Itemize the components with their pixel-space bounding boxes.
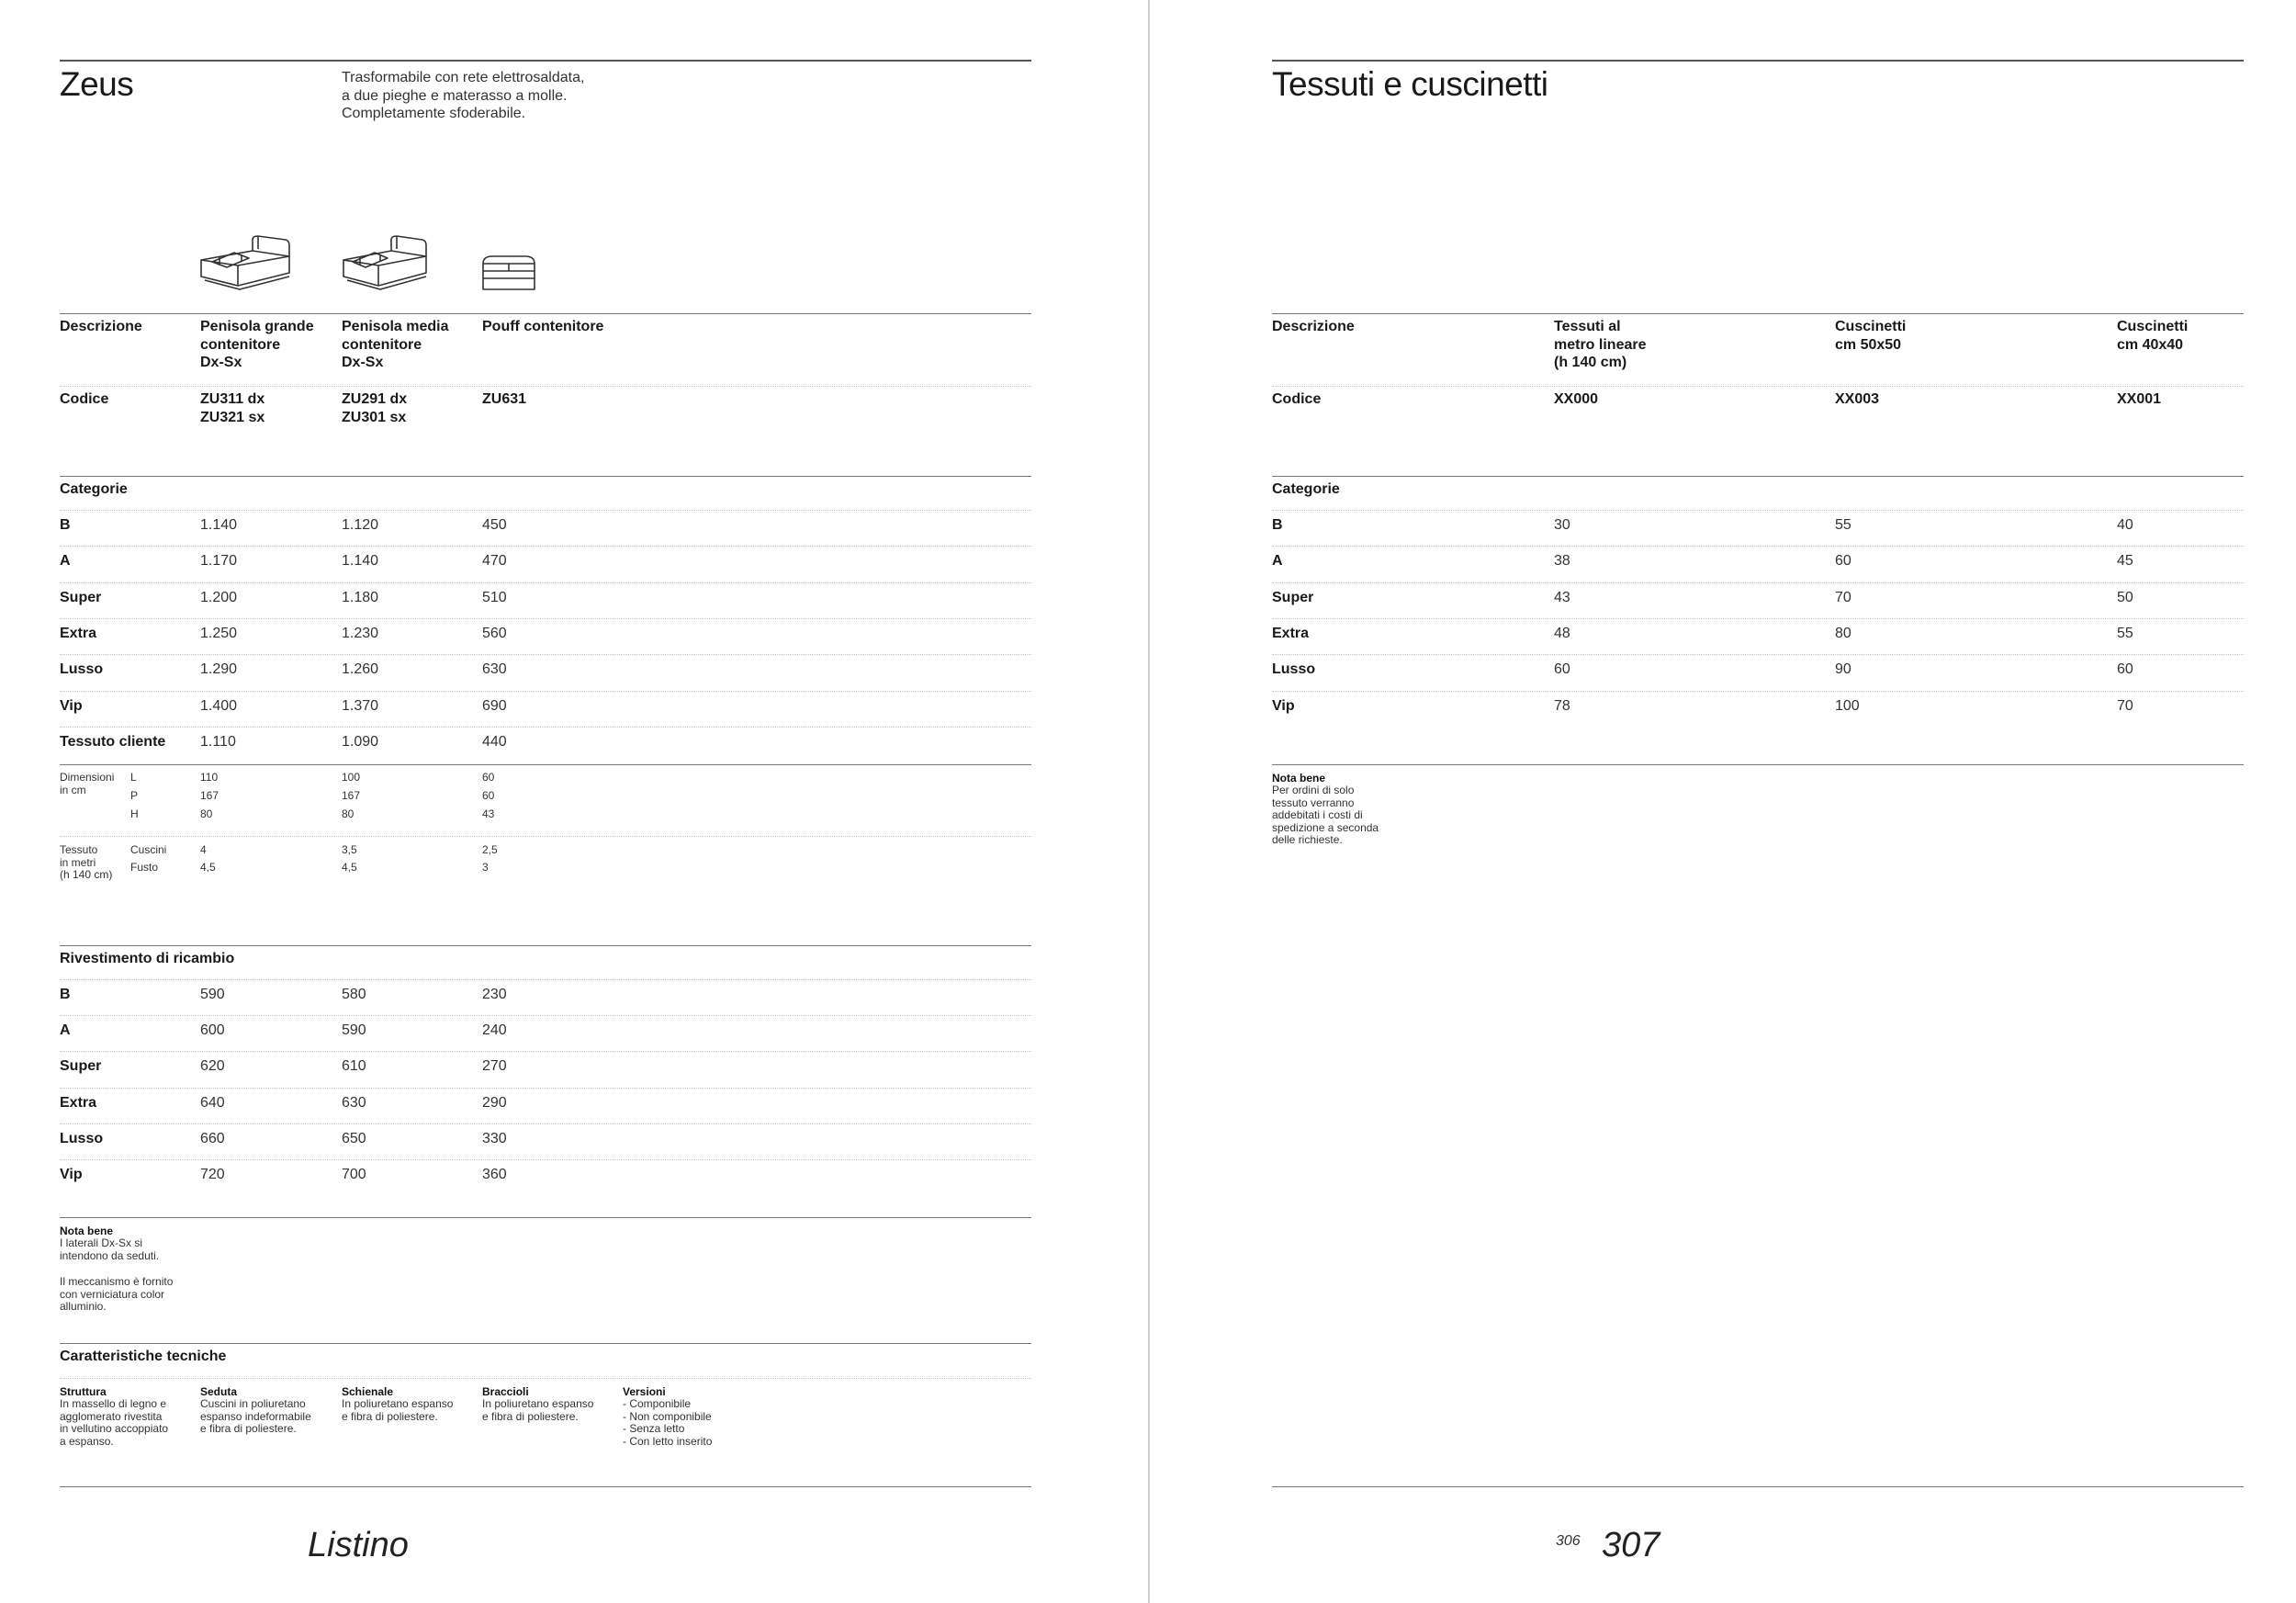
price-value: 1.140 bbox=[200, 517, 238, 533]
dim-value: 80 bbox=[342, 807, 355, 820]
price-value: 510 bbox=[482, 589, 507, 605]
penisola-grande-icon bbox=[197, 234, 294, 299]
row-divider bbox=[1272, 691, 2244, 692]
category-label: Tessuto cliente bbox=[60, 733, 166, 750]
row-divider bbox=[60, 1015, 1031, 1016]
row-divider bbox=[60, 691, 1031, 692]
price-value: 610 bbox=[342, 1058, 366, 1075]
codice-label: Codice bbox=[1272, 391, 1322, 407]
category-label: Vip bbox=[1272, 697, 1295, 714]
price-value: 240 bbox=[482, 1022, 507, 1039]
price-value: 48 bbox=[1554, 625, 1570, 641]
footer-listino: Listino bbox=[308, 1526, 409, 1564]
category-label: A bbox=[60, 1022, 71, 1039]
nota-text: I laterali Dx-Sx si intendono da seduti. bbox=[60, 1236, 160, 1262]
category-label: Extra bbox=[60, 1094, 97, 1111]
row-divider bbox=[60, 618, 1031, 619]
category-label: Lusso bbox=[1272, 661, 1316, 678]
row-divider bbox=[60, 1378, 1031, 1379]
price-value: 330 bbox=[482, 1130, 507, 1146]
row-divider bbox=[60, 727, 1031, 728]
price-value: 1.170 bbox=[200, 553, 238, 570]
price-value: 1.180 bbox=[342, 589, 379, 605]
rivestimento-label: Rivestimento di ricambio bbox=[60, 951, 235, 966]
price-value: 600 bbox=[200, 1022, 225, 1039]
nota-text: Per ordini di solo tessuto verranno addebitati i costi di spedizione a seconda delle richieste. bbox=[1272, 784, 1379, 846]
category-label: Super bbox=[60, 1058, 102, 1075]
price-value: 60 bbox=[2117, 661, 2133, 678]
category-label: Super bbox=[60, 589, 102, 605]
price-value: 360 bbox=[482, 1167, 507, 1182]
category-label: A bbox=[1272, 553, 1283, 570]
caratteristiche-rule bbox=[60, 1343, 1031, 1344]
caratteristica-text: - Componibile - Non componibile - Senza letto - Con letto inserito bbox=[623, 1397, 713, 1448]
price-value: 30 bbox=[1554, 517, 1570, 533]
column-header-1: Tessuti al metro lineare (h 140 cm) bbox=[1554, 319, 1647, 370]
dim-value: 167 bbox=[200, 789, 219, 802]
page-number-307: 307 bbox=[1602, 1526, 1660, 1564]
dim-value: 100 bbox=[342, 771, 361, 784]
row-divider bbox=[60, 386, 1031, 387]
price-value: 55 bbox=[1835, 517, 1851, 533]
row-divider bbox=[1272, 654, 2244, 655]
price-value: 590 bbox=[200, 987, 225, 1002]
price-value: 470 bbox=[482, 553, 507, 570]
categorie-label: Categorie bbox=[60, 481, 128, 497]
header-rule bbox=[1272, 313, 2244, 314]
category-label: Lusso bbox=[60, 1130, 104, 1146]
price-value: 440 bbox=[482, 733, 507, 750]
price-value: 1.400 bbox=[200, 697, 238, 714]
price-value: 50 bbox=[2117, 589, 2133, 605]
row-divider bbox=[60, 510, 1031, 511]
category-label: A bbox=[60, 553, 71, 570]
price-value: 620 bbox=[200, 1058, 225, 1075]
codice-value: ZU291 dx ZU301 sx bbox=[342, 391, 408, 425]
category-label: Extra bbox=[60, 625, 97, 641]
column-header-1: Penisola grande contenitore Dx-Sx bbox=[200, 319, 314, 370]
tessuto-value: 3 bbox=[482, 861, 489, 874]
caratteristica-text: In massello di legno e agglomerato rivestita in vellutino accoppiato a espanso. bbox=[60, 1397, 169, 1448]
price-value: 90 bbox=[1835, 661, 1851, 678]
categorie-rule bbox=[60, 476, 1031, 477]
top-rule bbox=[60, 60, 1031, 62]
caratteristica-text: Cuscini in poliuretano espanso indeformabile e fibra di poliestere. bbox=[200, 1397, 311, 1435]
caratteristica-title: Schienale bbox=[342, 1385, 394, 1398]
price-value: 630 bbox=[482, 661, 507, 678]
row-divider bbox=[60, 1088, 1031, 1089]
dim-sub-label: L bbox=[130, 771, 137, 784]
dim-sub-label: P bbox=[130, 789, 139, 802]
category-label: B bbox=[1272, 517, 1283, 533]
price-value: 590 bbox=[342, 1022, 366, 1039]
dim-value: 110 bbox=[200, 771, 219, 784]
price-value: 60 bbox=[1835, 553, 1851, 570]
categorie-label: Categorie bbox=[1272, 481, 1340, 497]
caratteristica-title: Braccioli bbox=[482, 1385, 529, 1398]
row-divider bbox=[60, 546, 1031, 547]
price-value: 38 bbox=[1554, 553, 1570, 570]
column-header-3: Cuscinetti cm 40x40 bbox=[2117, 319, 2189, 353]
caratteristica-text: In poliuretano espanso e fibra di poliestere. bbox=[342, 1397, 454, 1423]
right-page bbox=[1150, 0, 2296, 1603]
category-label: Super bbox=[1272, 589, 1314, 605]
category-label: Extra bbox=[1272, 625, 1310, 641]
price-value: 80 bbox=[1835, 625, 1851, 641]
product-intro: Trasformabile con rete elettrosaldata, a due pieghe e materasso a molle. Completamente sfoderabile. bbox=[342, 70, 585, 121]
tessuto-metri-label: Tessuto in metri (h 140 cm) bbox=[60, 843, 113, 881]
category-label: B bbox=[60, 987, 71, 1002]
nota-title: Nota bene bbox=[60, 1225, 114, 1237]
row-divider bbox=[60, 836, 1031, 837]
price-value: 70 bbox=[1835, 589, 1851, 605]
row-divider bbox=[60, 1051, 1031, 1052]
tessuto-value: 4,5 bbox=[200, 861, 216, 874]
category-label: Vip bbox=[60, 1167, 83, 1182]
price-value: 690 bbox=[482, 697, 507, 714]
price-value: 560 bbox=[482, 625, 507, 641]
price-value: 720 bbox=[200, 1167, 225, 1182]
descrizione-label: Descrizione bbox=[1272, 319, 1355, 334]
rivestimento-rule bbox=[60, 945, 1031, 946]
dim-value: 80 bbox=[200, 807, 213, 820]
price-value: 1.120 bbox=[342, 517, 379, 533]
nota-text: Il meccanismo è fornito con verniciatura color alluminio. bbox=[60, 1275, 174, 1313]
row-divider bbox=[1272, 546, 2244, 547]
price-value: 290 bbox=[482, 1094, 507, 1111]
price-value: 1.140 bbox=[342, 553, 379, 570]
codice-value: XX001 bbox=[2117, 391, 2162, 407]
tessuto-value: 2,5 bbox=[482, 843, 498, 856]
price-value: 1.250 bbox=[200, 625, 238, 641]
caratteristica-title: Versioni bbox=[623, 1385, 666, 1398]
codice-value: XX003 bbox=[1835, 391, 1880, 407]
column-header-2: Penisola media contenitore Dx-Sx bbox=[342, 319, 449, 370]
row-divider bbox=[60, 1159, 1031, 1160]
row-divider bbox=[1272, 510, 2244, 511]
codice-value: ZU631 bbox=[482, 391, 527, 407]
dim-value: 167 bbox=[342, 789, 361, 802]
row-divider bbox=[60, 979, 1031, 980]
nota-rule bbox=[60, 1217, 1031, 1218]
dim-value: 43 bbox=[482, 807, 495, 820]
categorie-rule bbox=[1272, 476, 2244, 477]
price-value: 230 bbox=[482, 987, 507, 1002]
price-value: 270 bbox=[482, 1058, 507, 1075]
price-value: 650 bbox=[342, 1130, 366, 1146]
column-header-3: Pouff contenitore bbox=[482, 319, 604, 334]
row-divider bbox=[1272, 618, 2244, 619]
price-value: 700 bbox=[342, 1167, 366, 1182]
price-value: 660 bbox=[200, 1130, 225, 1146]
category-label: Lusso bbox=[60, 661, 104, 678]
bottom-rule bbox=[1272, 1486, 2244, 1487]
row-divider bbox=[60, 582, 1031, 583]
nota-title: Nota bene bbox=[1272, 772, 1326, 785]
price-value: 55 bbox=[2117, 625, 2133, 641]
dimensioni-label: Dimensioni in cm bbox=[60, 771, 115, 796]
nota-rule bbox=[1272, 764, 2244, 765]
price-value: 580 bbox=[342, 987, 366, 1002]
tessuto-value: 4,5 bbox=[342, 861, 357, 874]
penisola-media-icon bbox=[340, 234, 432, 299]
codice-value: XX000 bbox=[1554, 391, 1599, 407]
price-value: 1.200 bbox=[200, 589, 238, 605]
price-value: 1.230 bbox=[342, 625, 379, 641]
row-divider bbox=[60, 654, 1031, 655]
price-value: 1.260 bbox=[342, 661, 379, 678]
row-divider bbox=[1272, 582, 2244, 583]
tessuto-value: 3,5 bbox=[342, 843, 357, 856]
price-value: 100 bbox=[1835, 697, 1860, 714]
price-value: 60 bbox=[1554, 661, 1570, 678]
dim-value: 60 bbox=[482, 789, 495, 802]
column-header-2: Cuscinetti cm 50x50 bbox=[1835, 319, 1907, 353]
page-title: Tessuti e cuscinetti bbox=[1272, 65, 1548, 103]
price-value: 1.090 bbox=[342, 733, 379, 750]
tessuto-value: 4 bbox=[200, 843, 207, 856]
caratteristica-title: Struttura bbox=[60, 1385, 107, 1398]
price-value: 78 bbox=[1554, 697, 1570, 714]
price-value: 43 bbox=[1554, 589, 1570, 605]
codice-value: ZU311 dx ZU321 sx bbox=[200, 391, 265, 425]
price-value: 1.110 bbox=[200, 733, 236, 750]
caratteristica-title: Seduta bbox=[200, 1385, 238, 1398]
bottom-rule bbox=[60, 1486, 1031, 1487]
price-value: 70 bbox=[2117, 697, 2133, 714]
price-value: 40 bbox=[2117, 517, 2133, 533]
dim-sub-label: H bbox=[130, 807, 139, 820]
page-number-306: 306 bbox=[1556, 1533, 1581, 1549]
row-divider bbox=[60, 1123, 1031, 1124]
price-value: 45 bbox=[2117, 553, 2133, 570]
category-label: Vip bbox=[60, 697, 83, 714]
caratteristiche-label: Caratteristiche tecniche bbox=[60, 1349, 227, 1364]
codice-label: Codice bbox=[60, 391, 109, 407]
dimensioni-rule bbox=[60, 764, 1031, 765]
price-value: 630 bbox=[342, 1094, 366, 1111]
descrizione-label: Descrizione bbox=[60, 319, 142, 334]
price-value: 450 bbox=[482, 517, 507, 533]
page-title: Zeus bbox=[60, 65, 134, 103]
header-rule bbox=[60, 313, 1031, 314]
price-value: 1.370 bbox=[342, 697, 379, 714]
caratteristica-text: In poliuretano espanso e fibra di poliestere. bbox=[482, 1397, 594, 1423]
tessuto-sub-label: Fusto bbox=[130, 861, 159, 874]
top-rule bbox=[1272, 60, 2244, 62]
row-divider bbox=[1272, 386, 2244, 387]
category-label: B bbox=[60, 517, 71, 533]
tessuto-sub-label: Cuscini bbox=[130, 843, 167, 856]
price-value: 1.290 bbox=[200, 661, 238, 678]
dim-value: 60 bbox=[482, 771, 495, 784]
price-value: 640 bbox=[200, 1094, 225, 1111]
pouff-icon bbox=[479, 253, 538, 299]
